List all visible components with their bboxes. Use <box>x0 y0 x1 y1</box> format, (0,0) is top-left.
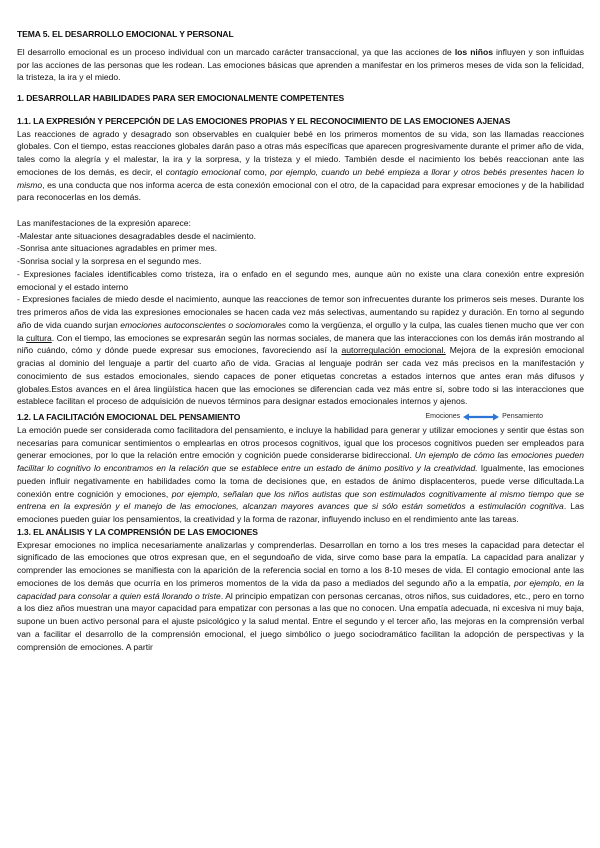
b2-text-a: - Expresiones faciales de miedo desde el nacimiento, aunque las reacciones de temor son infrecuentes durante los primeros seis meses. Durante los tres primeros años de vida las expresiones emocionales se hacen cada vez más selectivas, aumentando su rapidez y duración. En torno al segundo año de vida cuando surjan <box>17 294 584 330</box>
intro-paragraph <box>17 46 584 84</box>
diagram-label-pensamiento: Pensamiento <box>502 413 543 420</box>
intro-text-c: influyen y son influidas por las acciones de las personas que les rodean. Las emociones básicas que aprenden a manifestar en los primeros meses de vida son la felicidad, la tristeza, la ira y el miedo. <box>17 46 584 83</box>
b2-text-autorregulacion: autorregulación emocional. <box>341 345 446 356</box>
diagram-label-emociones: Emociones <box>425 413 461 420</box>
section-1-2-paragraph <box>17 424 584 526</box>
emotion-thought-diagram <box>426 411 544 424</box>
s12-text-a: La emoción puede ser considerada como facilitadora del pensamiento, e incluye la habilidad para generar y utilizar emociones y sentir que éstas son necesarias para comunicar sentimientos o emplearlas en otros procesos cognitivos, igual que los procesos cognitivos pueden ser empleados para generar emociones, por lo que la relación entre emoción y cognición puede considerarse bidireccional. <box>17 424 584 461</box>
section-1-3-heading: 1.3. EL ANÁLISIS Y LA COMPRENSIÓN DE LAS EMOCIONES <box>17 526 258 537</box>
list-item: -Sonrisa social y la sorpresa en el segundo mes. <box>17 256 202 266</box>
s12-text-c: Igualmente, las emociones pueden influir negativamente en habilidades como la toma de decisiones que, en estados de ánimo displacenteros, puede verse dificultada.La conexión entre cognición y emociones, <box>17 463 584 499</box>
section-1-2-heading-row <box>17 411 584 424</box>
b2-text-c: como la vergüenza, el orgullo y la culpa, las cuales tienen mucho que ver con la <box>17 319 584 343</box>
bullet-paragraph-1: - Expresiones faciales identificables como tristeza, ira o enfado en el segundo mes, aunque aún no existe una clara conexión entre expresión emocional y el estado interno <box>17 268 584 292</box>
s12-text-autistas: por ejemplo, señalan que los niños autistas que son estimulados cognitivamente al mismo tiempo que se entrena en la expresión y el manejo de las emociones, alcanzan mayores avances que si sólo están sometidos a estimulación cognitiva <box>17 488 584 512</box>
b2-text-e: . Con el tiempo, las emociones se expresarán según las normas sociales, de manera que las interacciones con los demás irán mostrando al niño cuándo, cómo y dónde puede expresar sus emociones, favoreciendo así la <box>17 332 584 356</box>
s13-text-c: . Al principio empatizan con personas cercanas, otros niños, sus cuidadores, etc., pero en torno a los diez años muestran una mayor capacidad para empatizar con personas a las que no conocen. Una empatía adecuada, ni excesiva ni muy baja, supone un buen activo personal para el ajuste psicológico y la salud mental. Entre el segundo y el tercer año, las mejoras en la comprensión verbal van a facilitar el desarrollo de la comprensión emocional, el juego simbólico o juego sociodramático facilitan la adopción de perspectivas y la comprensión de emociones. A partir <box>17 590 584 652</box>
s11-text-a: Las reacciones de agrado y desagrado son observables en cualquier bebé en los primeros momentos de su vida, son las llamadas reacciones globales. Con el tiempo, estas reacciones globales darán paso a otras más específicas que aparecen progresivamente durante el primer año de vida, tales como la alegría y el malestar, la ira y la sorpresa, y la tristeza y el miedo. También desde el nacimiento los bebés reaccionan ante las emociones de los demás, es decir, el <box>17 128 584 177</box>
b2-text-cultura: cultura <box>26 332 52 343</box>
section-1-1-heading: 1.1. LA EXPRESIÓN Y PERCEPCIÓN DE LAS EMOCIONES PROPIAS Y EL RECONOCIMIENTO DE LAS EMOCIONES AJENAS <box>17 115 511 126</box>
b2-text-g: Mejora de la expresión emocional gracias al dominio del lenguaje a partir del cuarto año de vida. Gracias al lenguaje podrán ser cada vez más precisos en la manifestación y conocimiento de sus estados emocionales, siendo capaces de poner etiquetas concretas a estados internos que antes eran más difusos y globales.Estos avances en el área lingüística hacen que las emociones se diferencian cada vez más entre sí, sobre todo si las interacciones que establece facilitan el proceso de adquisición de nuevos términos para designar estados emocionales internos y ajenos. <box>17 345 584 407</box>
section-1-3-paragraph <box>17 539 584 654</box>
document-title: TEMA 5. EL DESARROLLO EMOCIONAL Y PERSONAL <box>17 29 234 39</box>
s12-text-e: . Las emociones pueden guiar los pensamientos, la creatividad y la forma de razonar, influyendo incluso en el rendimiento ante las tareas. <box>17 501 585 524</box>
spacer <box>17 204 584 217</box>
intro-text-a: El desarrollo emocional es un proceso individual con un marcado carácter transaccional, ya que las acciones de <box>17 46 455 57</box>
section-1-2-heading: 1.2. LA FACILITACIÓN EMOCIONAL DEL PENSAMIENTO <box>17 412 241 422</box>
list-item: -Sonrisa ante situaciones agradables en primer mes. <box>17 243 218 254</box>
list-item: -Malestar ante situaciones desagradables desde el nacimiento. <box>17 230 256 241</box>
s11-text-example: por ejemplo, cuando un bebé empieza a llorar y otros bebés presentes hacen lo mismo <box>17 166 584 190</box>
s12-text-example: Un ejemplo de cómo las emociones pueden facilitar lo cognitivo lo encontramos en la relación que se establece entre un estado de ánimo positivo y la creatividad. <box>17 450 584 473</box>
s11-text-e: , es una conducta que nos informa acerca de esta conexión emocional con el otro, de la capacidad para expresar emociones y de la habilidad para reconocerlas en los demás. <box>17 179 584 203</box>
s11-text-contagio: contagio emocional <box>165 166 241 177</box>
s11-text-c: como, <box>240 166 271 177</box>
section-1-1-paragraph <box>17 128 584 205</box>
list-intro: Las manifestaciones de la expresión aparece: <box>17 217 191 228</box>
s13-text-a: Expresar emociones no implica necesariamente analizarlas y comprenderlas. Desarrollan en torno a los tres meses la capacidad para detectar el significado de las emociones que otros expresan que, en el segundoaño de vida, sirve como base para la empatía. La capacidad para analizar y comprender las emociones se manifiesta con la aparición de la referencia social en torno a los 8-10 meses de vida. El contagio emocional ante las emociones de los demás que ocurría en los primeros momentos de la vida da paso a mediados del segundo año a la empatía, <box>17 539 584 588</box>
section-1-heading: 1. DESARROLLAR HABILIDADES PARA SER EMOCIONALMENTE COMPETENTES <box>17 93 345 103</box>
double-arrow-icon <box>463 413 499 421</box>
b2-text-autoconscientes: emociones autoconscientes o sociomorales <box>120 319 287 330</box>
bullet-paragraph-2 <box>17 293 584 408</box>
intro-text-bold: los niños <box>454 46 493 57</box>
s13-text-example: por ejemplo, en la capacidad para consolar a quien está llorando o triste <box>17 577 584 601</box>
